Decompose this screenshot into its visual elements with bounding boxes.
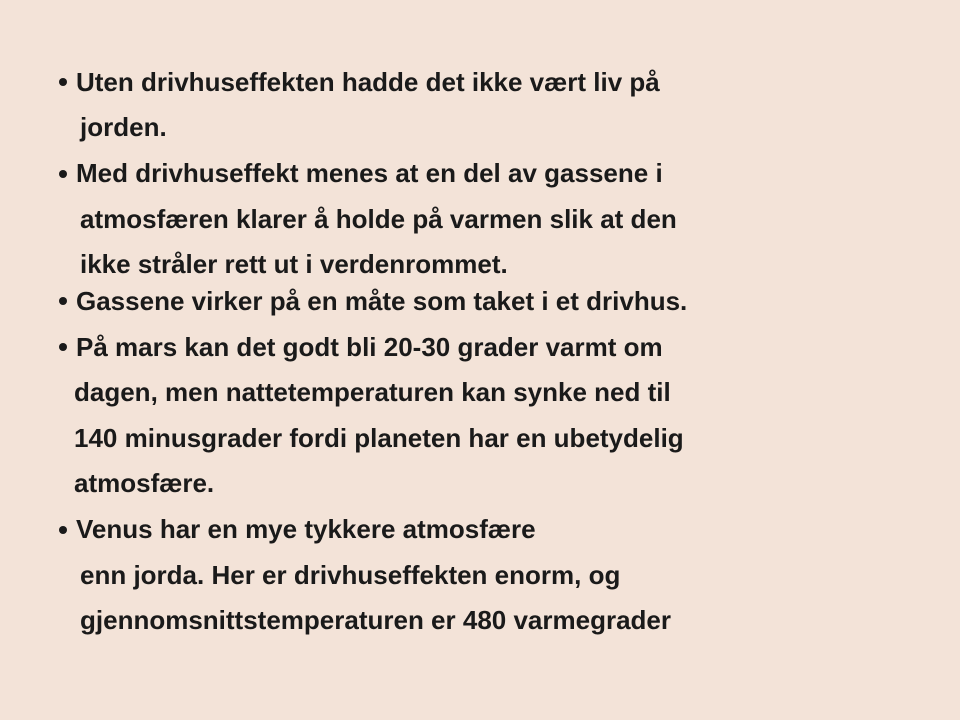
bullet-marker [59, 170, 67, 178]
bullet-4-line-3: 140 minusgrader fordi planeten har en ubetydelig [74, 423, 684, 453]
bullet-5-line-2: enn jorda. Her er drivhuseffekten enorm, og [80, 560, 621, 590]
bullet-marker [59, 343, 67, 351]
bullet-1-line-2: jorden. [80, 112, 167, 142]
bullet-marker [59, 78, 67, 86]
bullet-marker [59, 526, 67, 534]
bullet-2-line-3: ikke stråler rett ut i verdenrommet. [80, 249, 508, 279]
bullet-1-line-1: Uten drivhuseffekten hadde det ikke vært liv på [76, 67, 660, 97]
bullet-4-line-1: På mars kan det godt bli 20-30 grader varmt om [76, 332, 663, 362]
bullet-2-line-1: Med drivhuseffekt menes at en del av gassene i [76, 158, 663, 188]
bullet-2-line-2: atmosfæren klarer å holde på varmen slik at den [80, 204, 677, 234]
bullet-5-line-1: Venus har en mye tykkere atmosfære [76, 514, 536, 544]
bullet-5-line-3: gjennomsnittstemperaturen er 480 varmegrader [80, 605, 671, 635]
bullet-3-line-1: Gassene virker på en måte som taket i et drivhus. [76, 286, 688, 316]
bullet-4-line-2: dagen, men nattetemperaturen kan synke ned til [74, 377, 671, 407]
bullet-4-line-4: atmosfære. [74, 468, 215, 498]
bullet-marker [59, 297, 67, 305]
